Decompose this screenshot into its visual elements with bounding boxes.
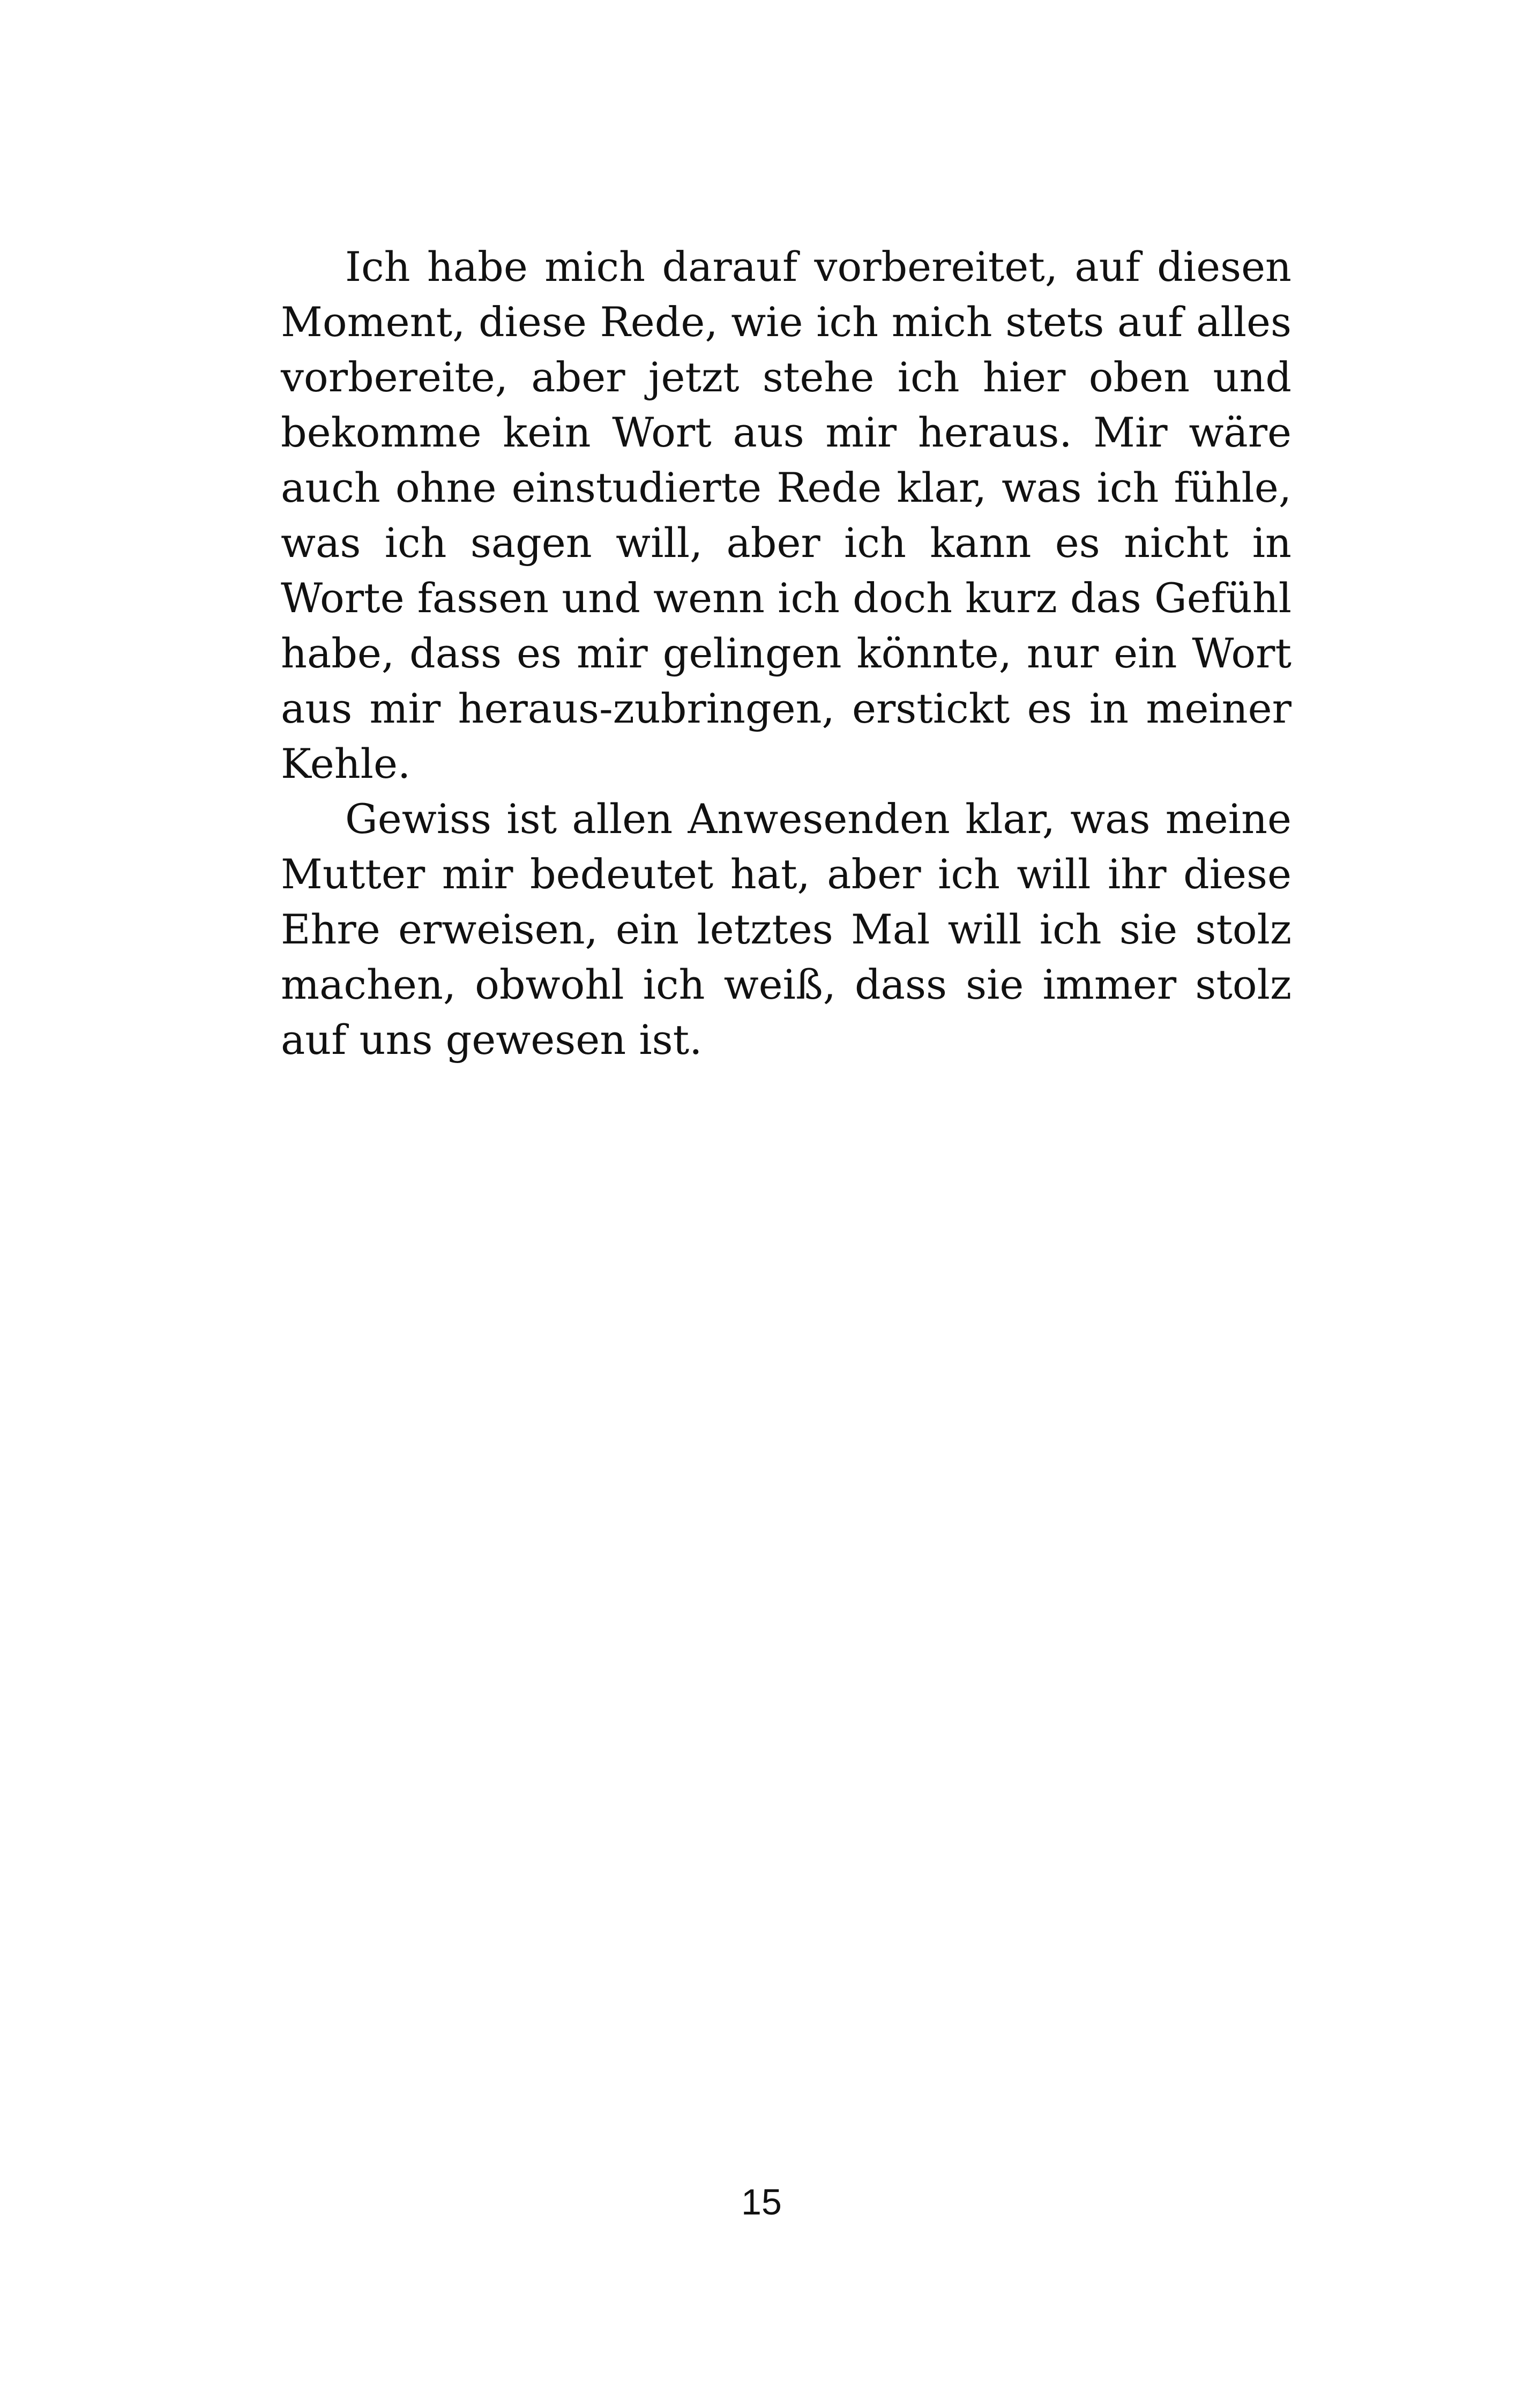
paragraph-1: Ich habe mich darauf vorbereitet, auf diesen Moment, diese Rede, wie ich mich stets auf alles vorbereite, aber jetzt stehe ich hier oben und bekomme kein Wort aus mir heraus. Mir wäre auch ohne einstudierte Rede klar, was ich fühle, was ich sagen will, aber ich kann es nicht in Worte fassen und wenn ich doch kurz das Gefühl habe, dass es mir gelingen könnte, nur ein Wort aus mir heraus-zubringen, erstickt es in meiner Kehle. bbox=[281, 243, 1291, 787]
paragraph-2: Gewiss ist allen Anwesenden klar, was meine Mutter mir bedeutet hat, aber ich will ihr diese Ehre erweisen, ein letztes Mal will ich sie stolz machen, obwohl ich weiß, dass sie immer stolz auf uns gewesen ist. bbox=[281, 795, 1291, 1064]
page-number: 15 bbox=[741, 2182, 782, 2223]
body-text bbox=[281, 239, 1291, 1067]
